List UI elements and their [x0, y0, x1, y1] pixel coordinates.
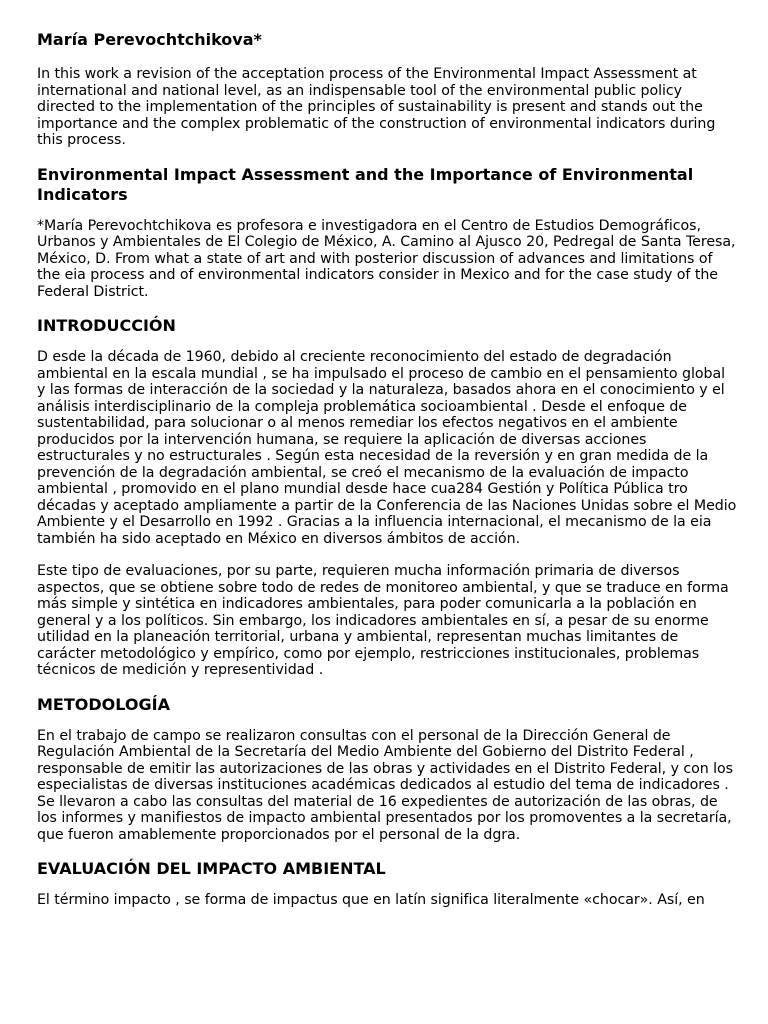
metodologia-paragraph-1: En el trabajo de campo se realizaron consultas con el personal de la Dirección General de Regulación Ambiental de la Secretaría del Medio Ambiente del Gobierno del Distrito Federal , responsable de emitir las autorizaciones de las obras y actividades en el Distrito Federal, y con los especialistas de diversas instituciones académicas dedicados al estudio del tema de indicadores . Se llevaron a cabo las consultas del material de 16 expedientes de autorización de las obras, de los informes y manifiestos de impacto ambiental presentados por los promoventes a la secretaría, que fueron amablemente proporcionados por el personal de la dgra. — [37, 727, 734, 843]
section-heading-introduccion: INTRODUCCIÓN — [37, 316, 176, 335]
evaluacion-paragraph-1: El término impacto , se forma de impactus que en latín significa literalmente «chocar». Así, en — [37, 892, 705, 908]
abstract-paragraph: In this work a revision of the acceptation process of the Environmental Impact Assessment at international and national level, as an indispensable tool of the environmental public policy directed to the implementation of the principles of sustainability is present and stands out the importance and the complex problematic of the construction of environmental indicators during this process. — [37, 66, 716, 148]
document-page — [37, 30, 737, 925]
introduccion-paragraph-1: D esde la década de 1960, debido al creciente reconocimiento del estado de degradación ambiental en la escala mundial , se ha impulsado el proceso de cambio en el pensamiento global y las formas de interacción de la sociedad y la naturaleza, basados ahora en el conocimiento y el análisis interdisciplinario de la compleja problemática socioambiental . Desde el enfoque de sustentabilidad, para solucionar o al menos remediar los efectos negativos en el ambiente producidos por la intervención humana, se requiere la aplicación de diversas acciones estructurales y no estructurales . Según esta necesidad de la reversión y en gran medida de la prevención de la degradación ambiental, se creó el mecanismo de la evaluación de impacto ambiental , promovido en el plano mundial desde hace cua284 Gestión y Política Pública tro décadas y aceptado ampliamente a partir de la Conferencia de las Naciones Unidas sobre el Medio Ambiente y el Desarrollo en 1992 . Gracias a la influencia internacional, el mecanismo de la eia también ha sido aceptado en México en diversos ámbitos de acción. — [37, 349, 737, 547]
english-title: Environmental Impact Assessment and the Importance of Environmental Indicators — [37, 164, 694, 204]
author-name: María Perevochtchikova* — [37, 30, 262, 49]
affiliation-note: *María Perevochtchikova es profesora e investigadora en el Centro de Estudios Demográficos, Urbanos y Ambientales de El Colegio de México, A. Camino al Ajusco 20, Pedregal de Santa Teresa, México, D. From what a state of art and with posterior discussion of advances and limitations of the eia process and of environmental indicators consider in Mexico and for the case study of the Federal District. — [37, 217, 736, 300]
introduccion-paragraph-2: Este tipo de evaluaciones, por su parte, requieren mucha información primaria de diversos aspectos, que se obtiene sobre todo de redes de monitoreo ambiental, y que se traduce en forma más simple y sintética en indicadores ambientales, para poder comunicarla a la población en general y a los políticos. Sin embargo, los indicadores ambientales en sí, a pesar de su enorme utilidad en la planeación territorial, urbana y ambiental, representan muchas limitantes de carácter metodológico y empírico, como por ejemplo, restricciones institucionales, problemas técnicos de medición y representividad . — [37, 563, 729, 678]
section-heading-metodologia: METODOLOGÍA — [37, 694, 170, 714]
section-heading-evaluacion: EVALUACIÓN DEL IMPACTO AMBIENTAL — [37, 859, 386, 878]
